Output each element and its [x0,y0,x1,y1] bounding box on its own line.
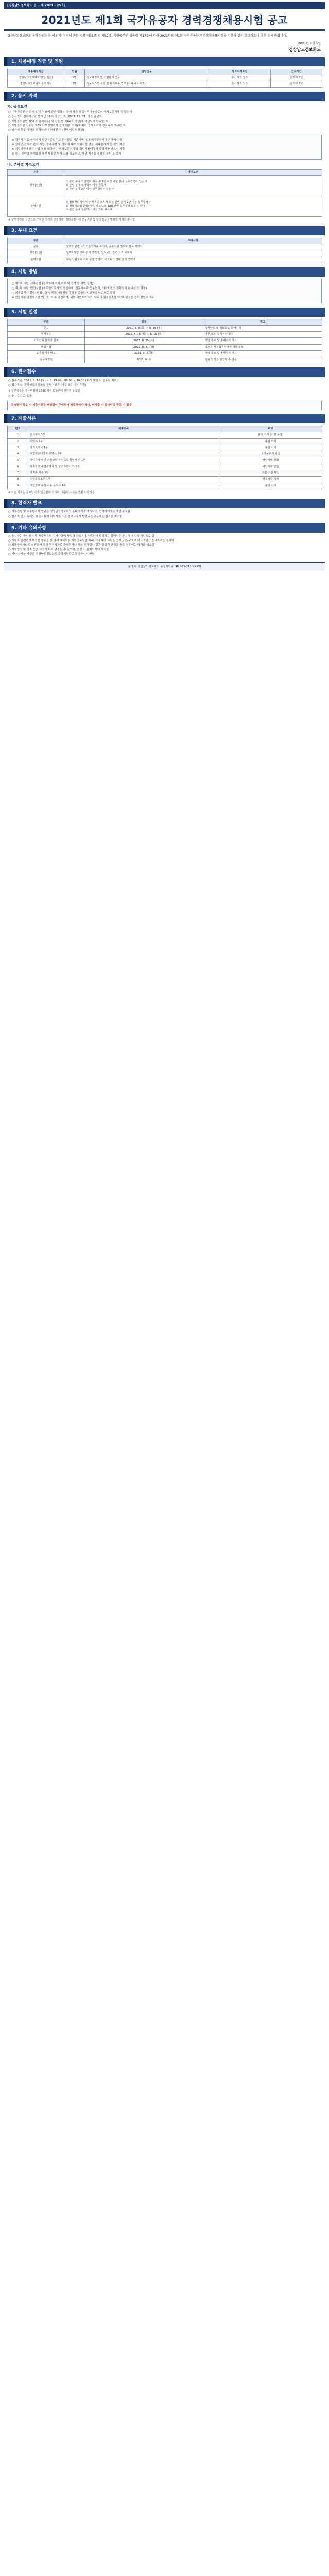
eligibility-note: ※ 취업지원대상자 가점 적용 대상자는 국가보훈처 발급 취업지원대상자 증명서를 반드시 제출 [12,148,125,151]
table-cell: 병적사항 기재 [219,477,322,483]
eligibility-note: ※ 응시 분야별 자격요건 세부 내용은 아래 표를 참조하고, 해당 자격을 정확히 확인 후 응시 [12,152,122,156]
table-cell: 장소는 서류합격자에게 개별 통보 [203,344,322,350]
table-row [8,81,322,88]
column-header: 구분 [8,169,64,175]
table-cell: 2021. 9. 3.(금) [85,350,203,357]
column-header: 번호 [8,426,28,432]
table-cell: 정보화정책 및 사업관리 업무 [85,75,209,81]
table-cell: 임기제 2년 [271,75,322,81]
table-row [8,338,322,344]
table-cell: 해당자에 한함 [219,457,322,464]
exam-method-item: ○ 최종합격자 결정: 면접시험 성적과 서류전형 결과를 종합하여 고득점자 순으로 결정 [12,292,115,295]
section-exam-method-title: 4. 시험 방법 [4,267,325,277]
common-requirement: ○ 남자의 경우 병역을 필하였거나 면제된 자 (전역예정자 포함) [8,129,84,132]
table-row [8,470,322,477]
table-cell: 7 [8,470,28,477]
column-header: 근무기간 [271,69,322,75]
table-row [8,457,322,464]
table-cell: 운영지원 [8,196,64,217]
table-row [8,176,322,196]
table-cell: 면접시험 [8,344,85,350]
common-requirement: ○ 지방공무원법 제31조(결격사유) 및 같은 법 제66조(정년)에 해당되지 아니한 자 [8,120,108,123]
section-preference-title: 3. 우대 요건 [4,226,325,235]
column-header: 비고 [219,426,322,432]
table-cell: 경상남도 및 정보화도 홈페이지 [203,325,322,331]
table-cell: 원서접수 [8,332,85,338]
table-cell: 붙임 서식 [219,445,322,451]
table-row [8,196,322,217]
table-cell: 임용 일정은 변경될 수 있음 [203,357,322,363]
table-cell: 공고 [8,325,85,331]
table-cell: 응시원서 1부 [28,432,219,438]
exam-method-item: ○ 제1차 시험: 서류전형 (응시자격 적격 여부 및 경력 등 서면 심사) [12,282,93,286]
table-cell: 주민등록초본 1부 [28,477,219,483]
common-requirement: ○ 응시원서 접수마감일 현재 만 18세 이상인 자 (2003. 12. 31. 이전 출생자) [8,115,103,118]
column-header: 필요자격요건 [209,69,271,75]
table-cell: 2021. 9. 중 [85,357,203,363]
notes-item: ○ 응시자는 응시원서 및 제출서류의 기재사항이 사실과 다르거나 누락되어 발생하는 불이익은 응시자 본인의 책임으로 함 [8,534,154,538]
table-cell: 6 [8,464,28,470]
table-cell: 서류전형 합격자 발표 [8,338,85,344]
table-cell: 1명 [64,81,85,88]
table-cell: 해당자에 한함 [219,464,322,470]
column-header: 구분 [8,238,64,244]
table-cell: 경상남도정보화도 운영지원 [8,81,64,88]
column-header: 인원 [64,69,85,75]
section-application-title: 6. 원서접수 [4,367,325,377]
table-cell: 붙임 서식 (사진 부착) [219,432,322,438]
table-cell: 붙임 서식 [219,438,322,445]
section-recruitment-title: 1. 채용예정 직급 및 인원 [4,57,325,66]
exam-method-item: ※ 면접시험 평정요소별 '상, 중, 하'로 평정하며, 위원 과반수가 어느 하나의 평정요소를 '하'로 평정한 경우 불합격 처리 [12,296,155,300]
table-cell: 경력증명서 및 건강보험 자격득실 확인서 각 1부 [28,457,219,464]
application-warning-box [7,401,322,410]
schedule-table [7,319,322,364]
column-header: 우대사항 [64,238,322,244]
eligibility-note: ※ 장애인 응시자 편의 지원: 장애유형 및 정도에 따라 시험시간 연장, 확대문제지 등 편의 제공 [12,143,125,147]
experience-note: ※ 실무경력은 상근으로 근무한 경력만 인정하며, 경력증명서에 근무기간 및 담당업무가 명확히 기재되어야 함 [8,218,135,222]
preference-table [7,238,322,263]
column-header: 채용예정직급 [8,69,64,75]
column-header: 담당업무 [85,69,209,75]
table-cell: 응시자격 참조 [209,75,271,81]
table-cell: 임기제 2년 [271,81,322,88]
table-cell: 5 [8,457,28,464]
subsection-field-requirements-title: 나. 분야별 자격요건 [7,162,39,167]
section-notes-title: 9. 기타 유의사항 [4,523,325,533]
common-requirement: ○ 지방공무원 임용령 제65조(부정행위자 등에 대한 조치)에 따라 응시자격이 정지되지 아니한 자 [8,124,126,128]
table-cell: 정보시스템 운영 및 유지보수 업무 (서버·네트워크) [85,81,209,88]
table-cell: 2021. 8. 25.(수) [85,338,203,344]
table-cell: 국가보훈처 발급 [219,451,322,457]
table-cell: 자기소개서 1부 [28,445,219,451]
table-row [8,432,322,438]
table-cell: 자격증 사본 1부 [28,470,219,477]
results-text: ○ 합격자 발표 후에도 제출서류의 허위기재 또는 결격사유가 발견되는 경우에는 합격을 취소함 [8,515,123,518]
table-cell: 8 [8,477,28,483]
table-row [8,244,322,250]
table-cell: 정보화사업 기획·관리 경력자, 정보보안 관련 자격 보유자 [64,250,322,257]
table-row [8,477,322,483]
table-cell: 리눅스·윈도우 서버 운영 경력자, 네트워크 장비 운영 경력자 [64,257,322,263]
table-row [8,344,322,350]
page-title: 2021년도 제1회 국가유공자 경력경쟁채용시험 공고 [41,14,288,27]
table-cell: 이력서 1부 [28,438,219,445]
results-text: ○ 서류전형 및 최종합격자 명단은 경상남도정보화도 홈페이지에 게시하고, 합격자에게는 개별 통보함 [8,510,131,514]
table-cell: ① 정보처리기사 이상 자격증 소지자 또는 관련 분야 2년 이상 실무경력자 ② 정보시스템 운영(서버, 네트워크, DB) 관련 실무경력 보유자 우대 ③ 관련 분야 전문학사 이상 학위 취득자 [64,196,322,217]
table-cell: 공통 [8,244,64,250]
table-header-row [8,319,322,325]
announcing-organization: 경상남도정보화도 [289,47,321,52]
mail-note: ※ 우편접수는 접수마감일 18:00까지 도착분에 한하여 유효함 [8,389,80,393]
table-cell: 개별 통보 및 홈페이지 게시 [203,338,322,344]
table-row [8,75,322,81]
table-header-row [8,169,322,175]
table-cell: 2021. 8. 31.(화) [85,344,203,350]
table-row [8,350,322,357]
exam-method-item: ○ 제2차 시험: 면접시험 (공무원으로서의 정신자세, 전문지식과 응용능력, 의사표현의 정확성과 논리성 등 평정) [12,287,147,291]
table-cell: 1명 [64,75,85,81]
title-divider [4,29,325,31]
notes-item: ○ 시험일정 및 장소 등은 사정에 따라 변경될 수 있으며, 변경 시 홈페이지에 게시함 [8,548,109,552]
table-header-row [8,426,322,432]
application-fee: ○ 응시수수료: 없음 [8,395,32,398]
column-header: 제출서류 [28,426,219,432]
table-row [8,445,322,451]
table-header-row [8,238,322,244]
table-cell: 원본 지참 확인 [219,470,322,477]
table-cell: 응시자격 참조 [209,81,271,88]
column-header: 일정 [85,319,203,325]
table-cell: 2021. 8. 5.(목) ~ 8. 19.(목) [85,325,203,331]
field-requirements-table [7,169,322,217]
column-header: 구분 [8,319,85,325]
recruitment-table [7,69,322,88]
table-row [8,257,322,263]
intro-text: 경상남도정보화도 국가유공자 등 예우 및 지원에 관한 법률 제31조 및 제32조, 지방공무원 임용령 제17조에 따라 2021년도 제1회 국가유공자 경력경쟁채용시험을 다음과 같이 공고하오니 많은 응시 바랍니다. [7,34,287,38]
table-cell: 3 [8,445,28,451]
table-row [8,464,322,470]
table-cell: 4 [8,451,28,457]
notes-item: ○ 시험과 관련하여 부정한 행위를 한 자에 대하여는 지방공무원법 제42조에 따라 시험을 정지 또는 무효로 하고 5년간 응시자격을 정지함 [8,539,174,543]
table-cell: 운영지원 [8,257,64,263]
documents-note: ※ 모든 서류는 공고일 이후 발급분에 한하며, 제출된 서류는 반환하지 않음 [8,490,95,494]
contact-bar: 문의처: 경상남도정보화도 운영지원과 (☎ 055-211-XXXX) [4,562,325,571]
documents-table [7,426,322,489]
subsection-common-title: 가. 공통요건 [7,104,27,109]
application-warning: 응시원서 접수 시 제출서류를 빠짐없이 구비하여 제출하여야 하며, 미제출 시 불이익을 받을 수 있음 [11,404,132,408]
table-cell: 2 [8,438,28,445]
table-cell: 정보화 관련 국가기술자격증 소지자, 공공기관 정보화 업무 경력자 [64,244,322,250]
section-eligibility-title: 2. 응시 자격 [4,92,325,101]
notes-item: ○ 기타 자세한 사항은 경상남도정보화도 운영지원과로 문의하시기 바람 [8,553,95,556]
table-cell: 행정(전산) [8,176,64,196]
table-cell: 행정(전산) [8,250,64,257]
table-cell: 최종합격자 발표 [8,350,85,357]
table-row [8,438,322,445]
eligibility-notes-box [7,135,322,159]
table-row [8,325,322,331]
section-documents-title: 7. 제출서류 [4,414,325,423]
table-cell: 방문 또는 등기우편 접수 [203,332,322,338]
column-header: 자격요건 [64,169,322,175]
table-header-row [8,69,322,75]
table-cell: 2021. 8. 16.(월) ~ 8. 19.(목) [85,332,203,338]
application-place: ○ 접수장소: 경상남도정보화도 운영지원과 (방문 또는 등기우편) [8,384,86,387]
table-row [8,357,322,363]
table-cell: 9 [8,483,28,489]
eligibility-note: ※ 결격사유 등 응시자격 판단기준일은 최종시험일 기준이며, 임용예정일까지 유지하여야 함 [12,139,123,142]
table-cell: 개인정보 수집·이용 동의서 1부 [28,483,219,489]
table-cell: 취업지원대상자 증명서 1부 [28,451,219,457]
notice-number: [경상남도정보화도 공고 제 2021 - 25호] [4,2,325,9]
table-row [8,451,322,457]
announcement-date: 2021년 8월 5일 [298,41,321,45]
table-cell: ① 관련 분야 학사학위 취득 후 1년 이상 해당 분야 실무경력이 있는 자 ② 관련 분야 석사학위 이상 취득자 ③ 관련 분야 3년 이상 실무경력이 있는 자 [64,176,322,196]
table-row [8,250,322,257]
application-period: ○ 접수기간: 2021. 8. 16.(월) ~ 8. 19.(목), 09:00 ~ 18:00 (토·일요일 및 공휴일 제외) [8,379,118,382]
exam-method-box [7,279,322,303]
table-cell: 개별 통보 및 홈페이지 게시 [203,350,322,357]
announcement-page [0,0,329,575]
table-cell: 붙임 서식 [219,483,322,489]
section-schedule-title: 5. 시험 일정 [4,308,325,317]
table-cell: 경상남도정보화도 행정(전산) [8,75,64,81]
column-header: 비고 [203,319,322,325]
table-cell: 임용예정일 [8,357,85,363]
table-cell: 1 [8,432,28,438]
table-row [8,483,322,489]
notes-item: ○ 최종합격자라도 신원조사 결과 부적격자로 판명되거나 채용 신체검사 결과 불합격 판정을 받은 경우에는 합격을 취소함 [8,544,154,547]
table-cell: 최종학력 졸업증명서 및 성적증명서 각 1부 [28,464,219,470]
section-results-title: 8. 합격자 발표 [4,499,325,508]
table-row [8,332,322,338]
common-requirement: ○ 「국가유공자 등 예우 및 지원에 관한 법률」 등에 따른 취업지원대상자로서 국가보훈처에 등록된 자 [8,110,132,114]
